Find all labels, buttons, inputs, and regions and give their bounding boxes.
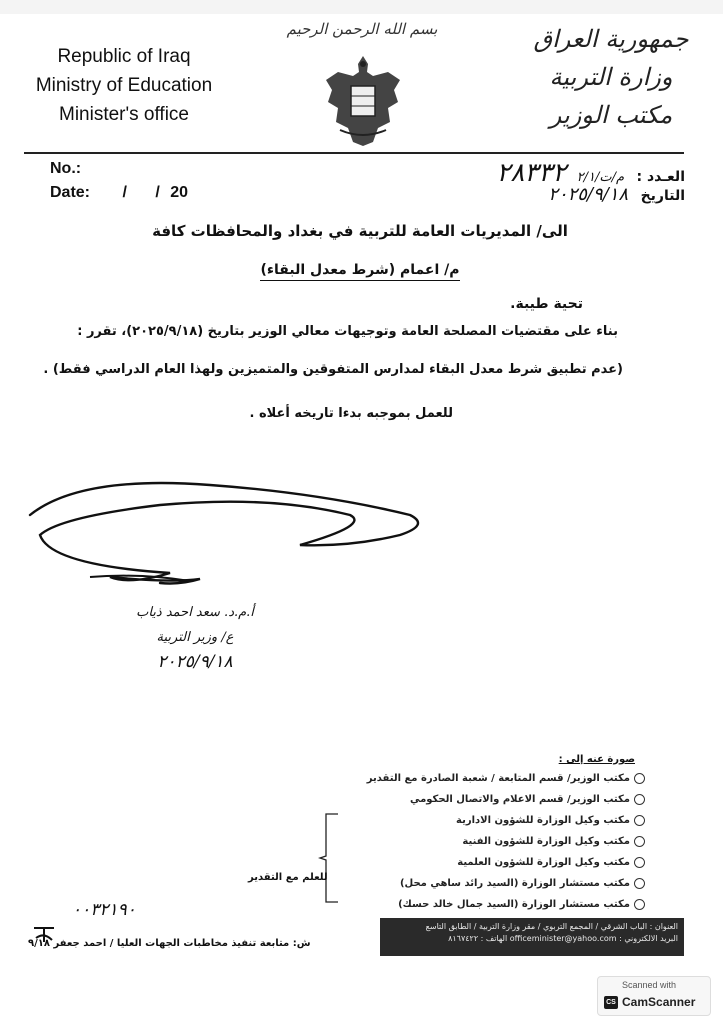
list-item: مكتب وكيل الوزارة للشؤون الادارية	[345, 810, 645, 831]
bullet-icon	[634, 815, 645, 826]
cc-note: للعلم مع التقدير	[248, 872, 328, 883]
arabic-date-field	[548, 184, 685, 205]
signatory-title: ع/ وزير التربية	[156, 630, 234, 645]
serial-number: ٠٠٣٢١٩٠	[72, 900, 136, 920]
signatory-name: أ.م.د. سعد احمد ذياب	[136, 605, 254, 620]
list-item: مكتب وكيل الوزارة للشؤون العلمية	[345, 852, 645, 873]
country-en: Republic of Iraq	[57, 46, 191, 67]
english-letterhead	[24, 42, 224, 129]
list-item: مكتب مستشار الوزارة (السيد رائد ساهي محل)	[345, 873, 645, 894]
date-field	[50, 184, 188, 202]
header-rule	[24, 152, 684, 154]
number-label: No.:	[50, 160, 82, 177]
scanned-with-label: Scanned with	[622, 980, 677, 990]
iraq-eagle-emblem	[318, 50, 408, 150]
adad-prefix: م/ت/٢/١	[576, 170, 625, 185]
list-item: مكتب الوزير/ قسم المتابعة / شعبة الصادرة مع التقدير	[345, 768, 645, 789]
scan-edge	[0, 0, 723, 14]
country-ar: جمهورية العراق	[533, 25, 689, 53]
signature-date: ٢٠٢٥/٩/١٨	[157, 652, 233, 672]
bullet-icon	[634, 878, 645, 889]
arabic-letterhead	[521, 20, 701, 134]
subject-text: م/ اعمام (شرط معدل البقاء)	[260, 262, 459, 281]
camscanner-logo-icon: CS	[604, 996, 618, 1009]
bullet-icon	[634, 857, 645, 868]
ministry-ar: وزارة التربية	[549, 63, 673, 91]
list-item: مكتب وكيل الوزارة للشؤون الفنية	[345, 831, 645, 852]
office-en: Minister's office	[59, 104, 189, 125]
basis-line: بناء على مقتضيات المصلحة العامة وتوجيهات معالي الوزير بتاريخ (٢٠٢٥/٩/١٨)، تقرر :	[77, 324, 618, 339]
list-item: مكتب مستشار الوزارة (السيد جمال خالد حسك)	[345, 894, 645, 915]
basmala: بسم الله الرحمن الرحيم	[286, 20, 438, 38]
camscanner-name: CamScanner	[622, 995, 696, 1009]
bullet-icon	[634, 899, 645, 910]
brace-icon	[318, 812, 340, 904]
cc-title: صورة عنه إلى :	[558, 754, 635, 765]
followup-note: ش: متابعة تنفيذ مخاطبات الجهات العليا / احمد جعفر ٩/١٨	[28, 938, 311, 949]
date-slash: /	[155, 184, 160, 201]
address-bar	[380, 918, 684, 956]
date-slash: /	[122, 184, 127, 201]
date-label: Date:	[50, 184, 91, 201]
office-ar: مكتب الوزير	[549, 101, 673, 129]
greeting-line: تحية طيبة.	[510, 296, 583, 312]
address-line: العنوان : الباب الشرقي / المجمع التربوي / مقر وزارة التربية / الطابق التاسع	[425, 922, 678, 931]
list-item: مكتب الوزير/ قسم الاعلام والاتصال الحكومي	[345, 789, 645, 810]
cc-list	[345, 768, 645, 915]
contact-line: البريد الالكتروني : officeminister@yahoo.com الهاتف : ٨١٦٧٤٢٢	[448, 934, 678, 943]
date-year: 20	[170, 184, 189, 201]
bullet-icon	[634, 836, 645, 847]
recipient-line: الى/ المديريات العامة للتربية في بغداد والمحافظات كافة	[152, 222, 568, 240]
ministry-en: Ministry of Education	[35, 75, 213, 96]
bullet-icon	[634, 794, 645, 805]
subject-line	[60, 262, 660, 278]
handwritten-signature	[20, 455, 440, 605]
decision-line: (عدم تطبيق شرط معدل البقاء لمدارس المتفوقين والمتميزين ولهذا العام الدراسي فقط) .	[43, 362, 623, 377]
action-line: للعمل بموجبه بدءا تاريخه أعلاه .	[249, 406, 453, 421]
tarikh-value: ٢٠٢٥/٩/١٨	[548, 184, 629, 205]
bullet-icon	[634, 773, 645, 784]
adad-number: ٢٨٣٣٢	[496, 158, 567, 188]
adad-label: العـدد :	[636, 169, 685, 185]
tarikh-label: التاريخ	[640, 188, 685, 204]
camscanner-watermark	[597, 976, 711, 1016]
